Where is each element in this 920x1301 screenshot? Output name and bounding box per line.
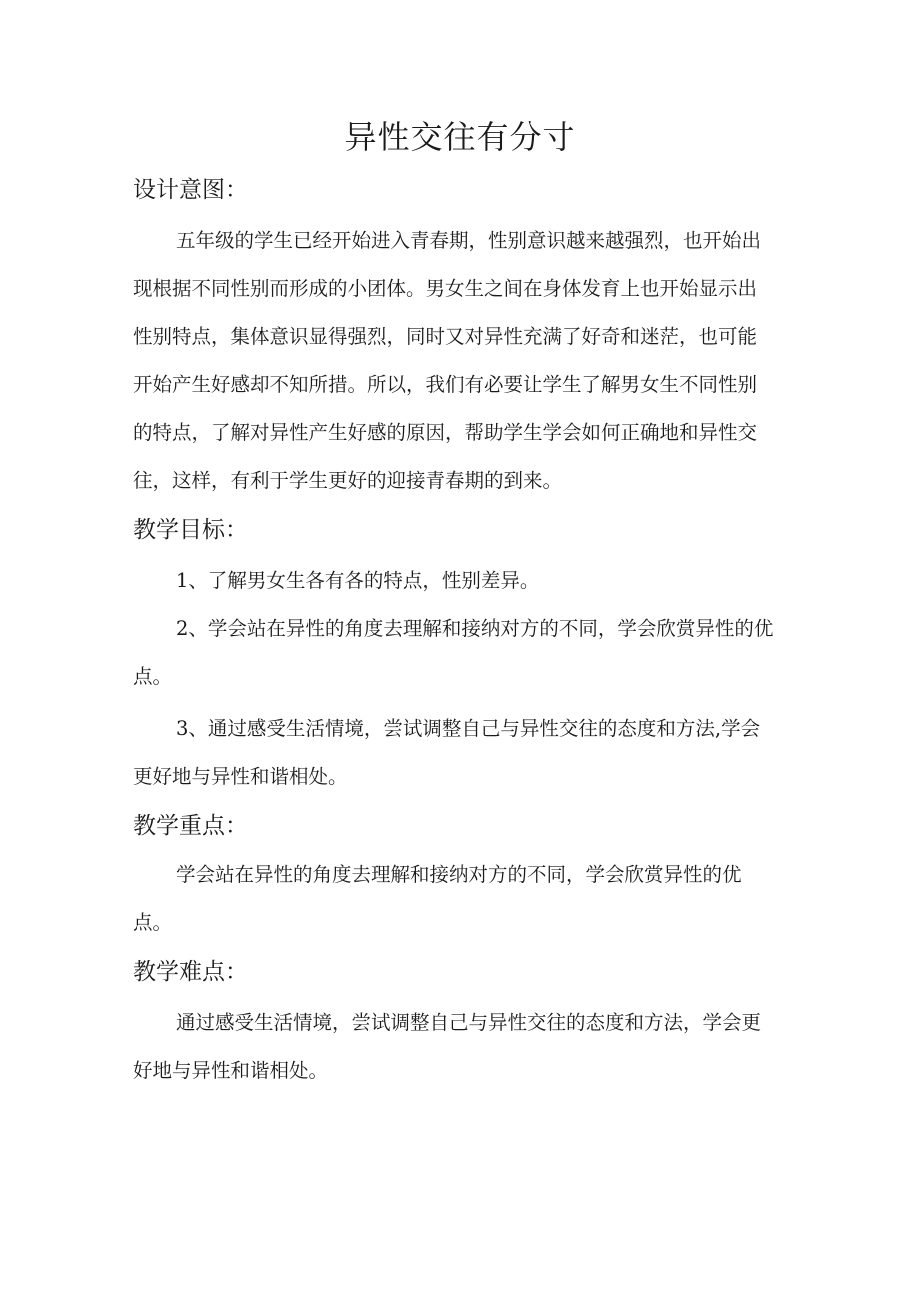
design-intent-line-2: 现根据不同性别而形成的小团体。男女生之间在身体发育上也开始显示出 — [133, 277, 758, 300]
goals-heading: 教学目标： — [133, 517, 248, 543]
goal-2-line-1: 2、学会站在异性的角度去理解和接纳对方的不同，学会欣赏异性的优 — [176, 617, 774, 640]
goal-2-line-2: 点。 — [133, 665, 173, 688]
goal-1-line-1: 1、了解男女生各有各的特点，性别差异。 — [176, 569, 540, 592]
difficulties-line-2: 好地与异性和谐相处。 — [133, 1059, 329, 1082]
key-points-line-2: 点。 — [133, 911, 173, 934]
design-intent-heading: 设计意图： — [133, 177, 248, 203]
design-intent-line-6: 往，这样，有利于学生更好的迎接青春期的到来。 — [133, 469, 563, 492]
design-intent-line-1: 五年级的学生已经开始进入青春期，性别意识越来越强烈，也开始出 — [176, 229, 762, 252]
design-intent-line-4: 开始产生好感却不知所措。所以，我们有必要让学生了解男女生不同性别 — [133, 373, 758, 396]
design-intent-line-3: 性别特点，集体意识显得强烈，同时又对异性充满了好奇和迷茫，也可能 — [133, 325, 758, 348]
key-points-heading: 教学重点： — [133, 813, 248, 839]
key-points-line-1: 学会站在异性的角度去理解和接纳对方的不同，学会欣赏异性的优 — [176, 863, 742, 886]
design-intent-line-5: 的特点，了解对异性产生好感的原因，帮助学生学会如何正确地和异性交 — [133, 421, 758, 444]
goal-3-line-1: 3、通过感受生活情境，尝试调整自己与异性交往的态度和方法,学会 — [176, 717, 761, 740]
goal-3-line-2: 更好地与异性和谐相处。 — [133, 765, 348, 788]
difficulties-heading: 教学难点： — [133, 959, 248, 985]
document-title: 异性交往有分寸 — [344, 118, 576, 156]
difficulties-line-1: 通过感受生活情境，尝试调整自己与异性交往的态度和方法，学会更 — [176, 1011, 762, 1034]
